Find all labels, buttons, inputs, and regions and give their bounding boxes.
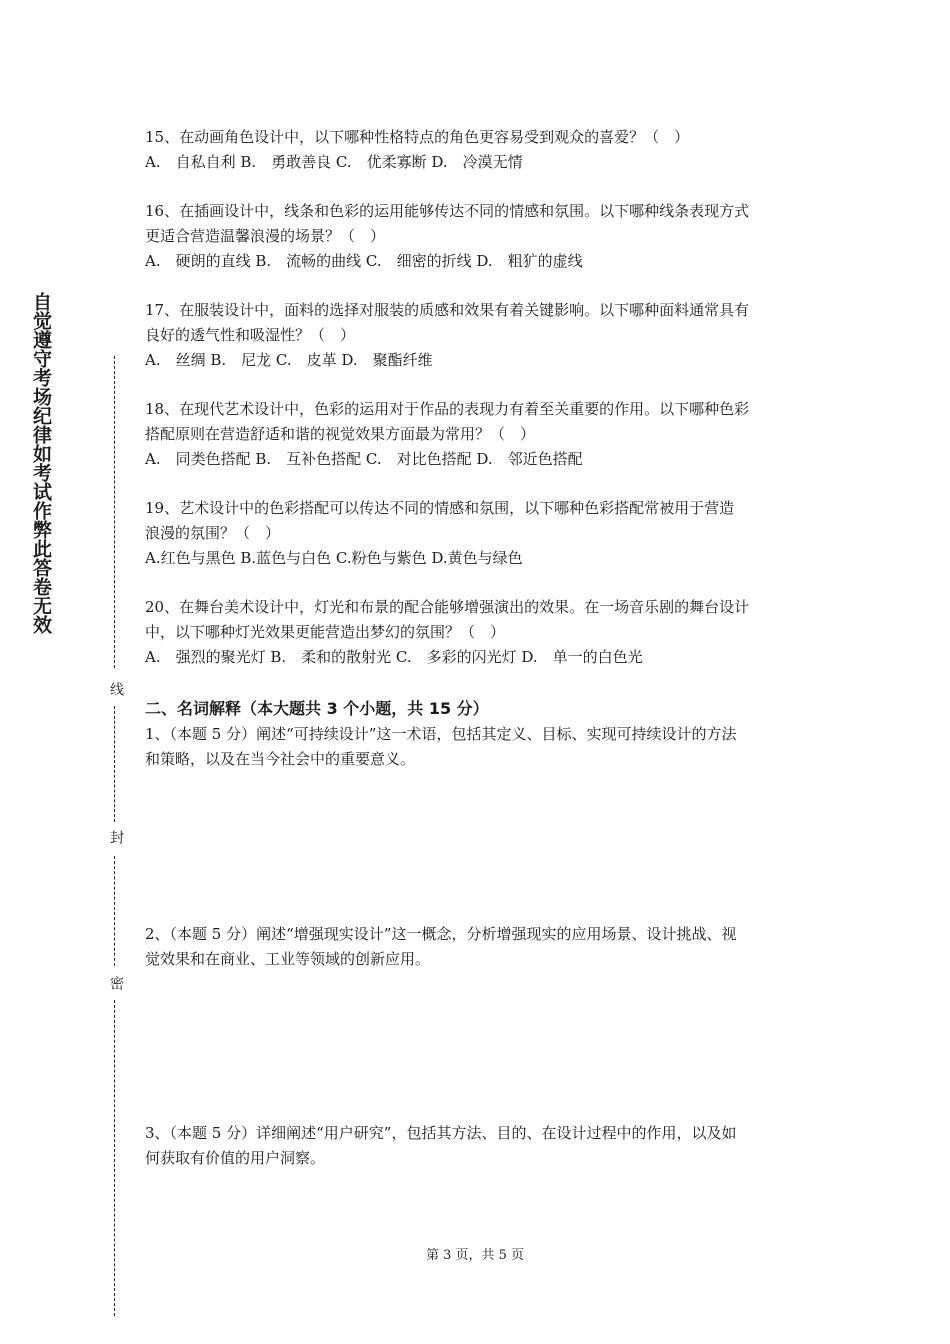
essay-question-1 — [145, 722, 815, 772]
question-stem-continued: 搭配原则在营造舒适和谐的视觉效果方面最为常用？（ ） — [145, 425, 536, 443]
binding-line-segment — [114, 1000, 115, 1316]
essay-text-continued: 何获取有价值的用户洞察。 — [145, 1149, 326, 1167]
question-stem: 20、在舞台美术设计中，灯光和布景的配合能够增强演出的效果。在一场音乐剧的舞台设计 — [145, 598, 750, 616]
question-17 — [145, 298, 815, 373]
essay-question-3 — [145, 1121, 815, 1171]
question-19 — [145, 496, 815, 571]
question-18 — [145, 397, 815, 472]
essay-text: 3、（本题 5 分）详细阐述“用户研究”，包括其方法、目的、在设计过程中的作用，以及如 — [145, 1124, 737, 1142]
question-options: A. 同类色搭配 B. 互补色搭配 C. 对比色搭配 D. 邻近色搭配 — [145, 450, 583, 468]
binding-line-segment — [114, 856, 115, 966]
question-stem-continued: 更适合营造温馨浪漫的场景？（ ） — [145, 227, 386, 245]
binding-label-line: 线 — [108, 682, 124, 696]
question-stem-continued: 浪漫的氛围？（ ） — [145, 524, 281, 542]
question-stem: 17、在服装设计中，面料的选择对服装的质感和效果有着关键影响。以下哪种面料通常具有 — [145, 301, 750, 319]
question-options: A. 自私自利 B. 勇敢善良 C. 优柔寡断 D. 冷漠无情 — [145, 153, 523, 171]
exam-integrity-notice: 自觉遵守考场纪律如考试作弊此答卷无效 — [30, 292, 52, 634]
question-stem: 19、艺术设计中的色彩搭配可以传达不同的情感和氛围，以下哪种色彩搭配常被用于营造 — [145, 499, 735, 517]
question-stem: 15、在动画角色设计中，以下哪种性格特点的角色更容易受到观众的喜爱？（ ） — [145, 128, 690, 146]
essay-text-continued: 和策略，以及在当今社会中的重要意义。 — [145, 750, 416, 768]
essay-question-2 — [145, 922, 815, 972]
question-16 — [145, 199, 815, 274]
binding-label-secret: 密 — [108, 976, 124, 990]
question-20 — [145, 595, 815, 670]
binding-line-segment — [114, 356, 115, 668]
question-options: A. 强烈的聚光灯 B. 柔和的散射光 C. 多彩的闪光灯 D. 单一的白色光 — [145, 648, 643, 666]
binding-line-segment — [114, 706, 115, 822]
question-stem-continued: 中，以下哪种灯光效果更能营造出梦幻的氛围？（ ） — [145, 623, 506, 641]
question-15 — [145, 125, 815, 175]
question-options: A. 丝绸 B. 尼龙 C. 皮革 D. 聚酯纤维 — [145, 351, 433, 369]
essay-text: 2、（本题 5 分）阐述“增强现实设计”这一概念，分析增强现实的应用场景、设计挑战、视 — [145, 925, 737, 943]
question-list — [145, 125, 815, 670]
section-title: 二、名词解释（本大题共 3 个小题，共 15 分） — [145, 699, 489, 718]
essay-text-continued: 觉效果和在商业、工业等领域的创新应用。 — [145, 950, 431, 968]
question-stem: 18、在现代艺术设计中，色彩的运用对于作品的表现力有着至关重要的作用。以下哪种色彩 — [145, 400, 750, 418]
essay-text: 1、（本题 5 分）阐述“可持续设计”这一术语，包括其定义、目标、实现可持续设计的方法 — [145, 725, 737, 743]
question-stem: 16、在插画设计中，线条和色彩的运用能够传达不同的情感和氛围。以下哪种线条表现方式 — [145, 202, 750, 220]
binding-label-seal: 封 — [108, 830, 124, 844]
question-options: A.红色与黑色 B.蓝色与白色 C.粉色与紫色 D.黄色与绿色 — [145, 549, 523, 567]
question-stem-continued: 良好的透气性和吸湿性？（ ） — [145, 326, 356, 344]
question-options: A. 硬朗的直线 B. 流畅的曲线 C. 细密的折线 D. 粗犷的虚线 — [145, 252, 583, 270]
page-number: 第 3 页，共 5 页 — [425, 1248, 525, 1263]
